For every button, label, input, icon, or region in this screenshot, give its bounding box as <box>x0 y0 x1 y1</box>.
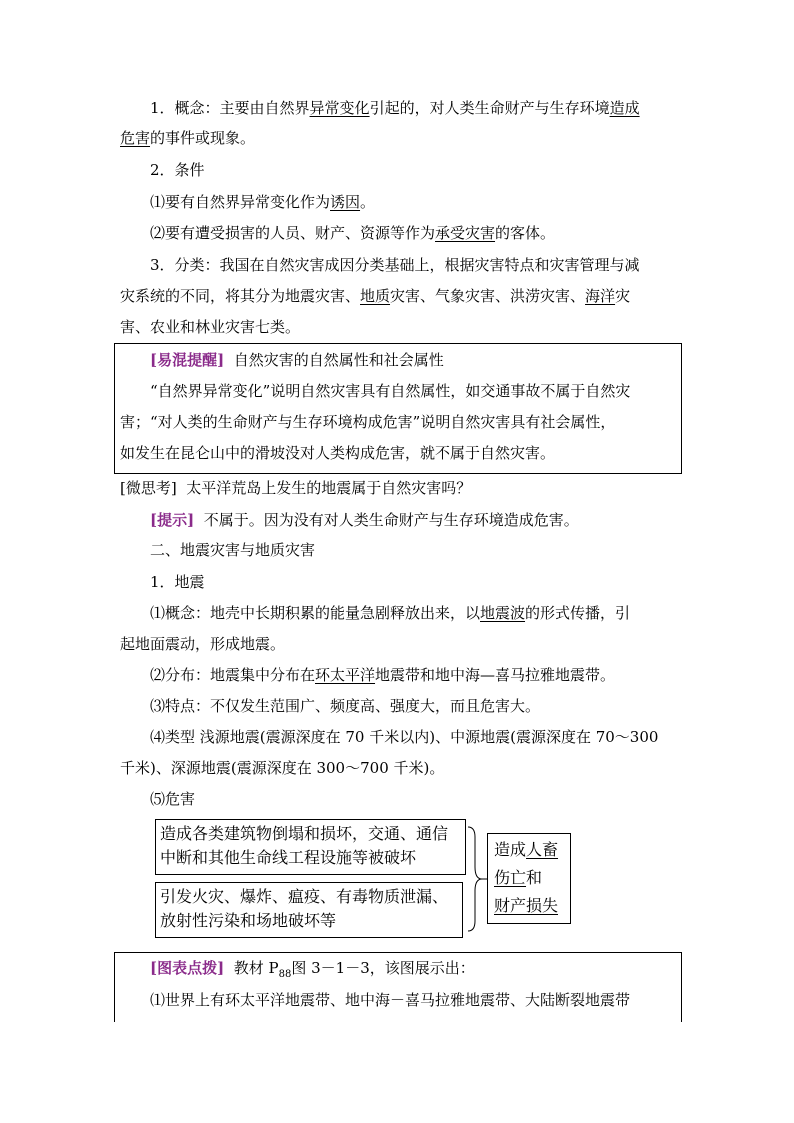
harm-box-direct-line-1: 造成各类建筑物倒塌和损坏，交通、通信 <box>160 824 449 843</box>
harm-box-direct-line-2: 中断和其他生命线工程设施等被破坏 <box>160 848 417 867</box>
earthquake-types-1: ⑷类型 浅源地震(震源深度在 70 千米以内)、中源地震(震源深度在 70～300 <box>150 728 659 746</box>
harm-box-secondary-line-1: 引发火灾、爆炸、瘟疫、有毒物质泄漏、 <box>160 887 449 906</box>
earthquake-concept-1: ⑴概念：地壳中长期积累的能量急剧释放出来，以地震波的形式传播，引 <box>150 604 631 622</box>
concept-line-1: 1．概念：主要由自然界异常变化引起的，对人类生命财产与生存环境造成 <box>150 99 640 117</box>
concept-line-2: 危害的事件或现象。 <box>120 129 256 147</box>
harm-result-box <box>487 833 571 924</box>
classification-line-2: 灾系统的不同，将其分为地震灾害、地质灾害、气象灾害、洪涝灾害、海洋灾 <box>120 287 631 305</box>
earthquake-types-2: 千米)、深源地震(震源深度在 300～700 千米)。 <box>120 759 445 777</box>
earthquake-harm-title: ⑸危害 <box>150 790 196 808</box>
conditions-title: 2．条件 <box>150 161 205 179</box>
think-question: [微思考] 太平洋荒岛上发生的地震属于自然灾害吗？ <box>120 479 472 497</box>
figure-header: [图表点拨] 教材 $P_{88}$图 3－1－3，该图展示出： <box>150 959 475 980</box>
harm-box-secondary <box>155 882 463 938</box>
confusion-line-3: 如发生在昆仑山中的滑坡没对人类构成危害，就不属于自然灾害。 <box>120 444 556 462</box>
think-tag: [微思考] <box>120 479 177 497</box>
harm-box-secondary-line-2: 放射性污染和场地破坏等 <box>160 911 337 930</box>
think-hint: [提示] 不属于。因为没有对人类生命财产与生存环境造成危害。 <box>150 511 579 529</box>
figure-line-1: ⑴世界上有环太平洋地震带、地中海－喜马拉雅地震带、大陆断裂地震带 <box>150 991 631 1009</box>
condition-2: ⑵要有遭受损害的人员、财产、资源等作为承受灾害的客体。 <box>150 224 556 242</box>
harm-result-line-3: 财产损失 <box>494 896 559 915</box>
condition-1: ⑴要有自然界异常变化作为诱因。 <box>150 193 376 211</box>
earthquake-features: ⑶特点：不仅发生范围广、频度高、强度大，而且危害大。 <box>150 697 541 715</box>
harm-box-direct <box>155 819 466 875</box>
harm-result-line-1: 造成人畜 <box>494 840 559 859</box>
confusion-header: [易混提醒] 自然灾害的自然属性和社会属性 <box>150 351 444 369</box>
confusion-tag: [易混提醒] <box>150 351 225 369</box>
earthquake-concept-2: 起地面震动，形成地震。 <box>120 635 286 653</box>
hint-tag: [提示] <box>150 511 195 529</box>
earthquake-distribution: ⑵分布：地震集中分布在环太平洋地震带和地中海—喜马拉雅地震带。 <box>150 666 616 684</box>
classification-line-3: 害、农业和林业灾害七类。 <box>120 318 301 336</box>
section2-sub1: 1．地震 <box>150 573 205 591</box>
harm-result-line-2: 伤亡和 <box>494 868 543 887</box>
confusion-line-1: “自然界异常变化”说明自然灾害具有自然属性，如交通事故不属于自然灾 <box>150 382 631 400</box>
section2-title: 二、地震灾害与地质灾害 <box>150 541 316 559</box>
confusion-line-2: 害；“对人类的生命财产与生存环境构成危害”说明自然灾害具有社会属性， <box>120 413 616 431</box>
classification-line-1: 3．分类：我国在自然灾害成因分类基础上，根据灾害特点和灾害管理与减 <box>150 256 640 274</box>
figure-tag: [图表点拨] <box>150 959 225 977</box>
